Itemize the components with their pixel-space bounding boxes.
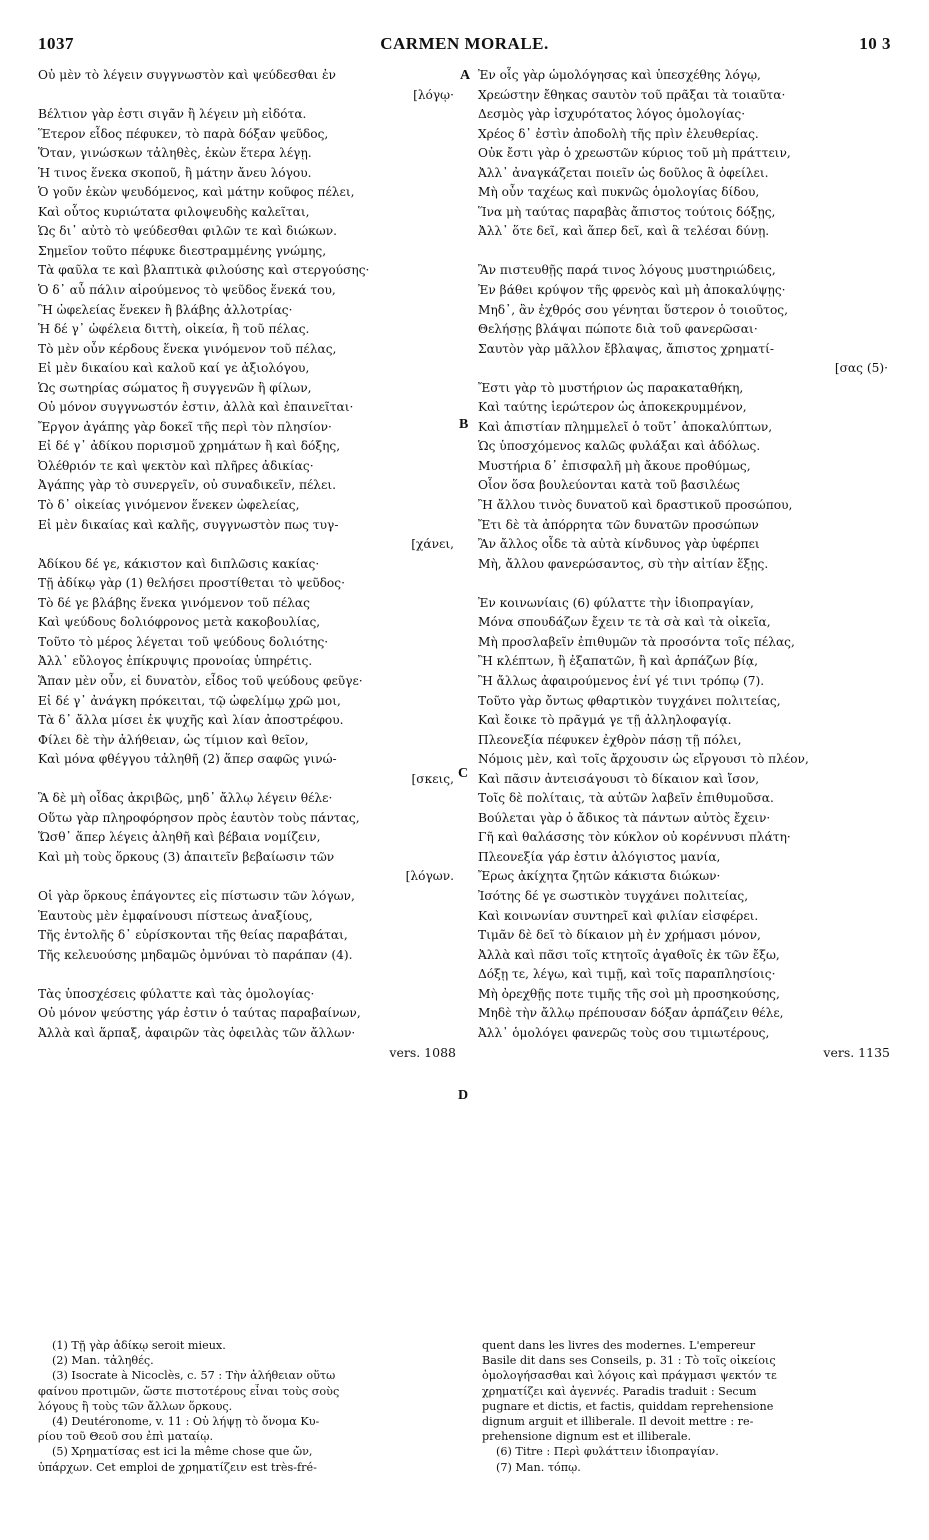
verse-line: Τὸ δ᾽ οἰκείας γινόμενον ἕνεκεν ὠφελείας,: [38, 498, 300, 513]
verse-line: Ἀλλὰ καὶ ἅρπαξ, ἀφαιρῶν τὰς ὀφειλὰς τῶν ἄλλων·: [38, 1025, 356, 1040]
verse-line: Ἢ ὠφελείας ἕνεκεν ἢ βλάβης ἀλλοτρίας·: [38, 302, 293, 317]
footnote-line: (1) Τῇ γὰρ ἀδίκῳ seroit mieux.: [52, 1339, 226, 1352]
verse-line: Ἢ κλέπτων, ἢ ἐξαπατῶν, ἢ καὶ ἁρπάζων βίᾳ,: [478, 654, 758, 669]
footnote-line: (4) Deutéronome, v. 11 : Οὐ λήψῃ τὸ ὄνομα Κυ-: [52, 1415, 320, 1429]
verse-line: Βούλεται γὰρ ὁ ἄδικος τὰ πάντων αὐτὸς ἔχειν·: [478, 810, 771, 825]
verse-line: Καὶ ἔοικε τὸ πρᾶγμά γε τῇ ἀλληλοφαγίᾳ.: [478, 713, 732, 728]
right-text-column: [478, 66, 890, 1062]
verse-line: Φίλει δὲ τὴν ἀλήθειαν, ὡς τίμιον καὶ θεῖον,: [38, 732, 309, 747]
verse-line: Ἀδίκου δέ γε, κάκιστον καὶ διπλῶσις κακίας·: [38, 556, 320, 571]
footnote-line: λόγους ἢ τοὺς τῶν ἄλλων ὅρκους.: [38, 1399, 233, 1413]
verse-line: Θελήσῃς βλάψαι πώποτε διὰ τοῦ φανερῶσαι·: [478, 322, 758, 337]
verse-line: Ὀλέθριόν τε καὶ ψεκτὸν καὶ πλῆρες ἀδικίας·: [38, 458, 314, 473]
footnote-line: quent dans les livres des modernes. L'empereur: [482, 1339, 756, 1352]
verse-count: vers. 1088: [389, 1045, 456, 1061]
verse-line: Οὐ μόνον ψεύστης γάρ ἐστιν ὁ ταύτας παραβαίνων,: [38, 1006, 361, 1021]
verse-line: Ἂν ἄλλος οἶδε τὰ αὐτὰ κίνδυνος γὰρ ὑφέρπει: [478, 537, 760, 552]
footnote-line: χρηματίζει καὶ ἀγεννές. Paradis traduit : Secum: [482, 1384, 757, 1398]
verse-line: Ὡς ὑποσχόμενος καλῶς φυλάξαι καὶ ἀδόλως.: [478, 439, 761, 454]
verse-line: Καὶ ψεύδους δολιόφρονος μετὰ κακοβουλίας,: [38, 615, 321, 630]
verse-line: Ἔρως ἀκίχητα ζητῶν κάκιστα διώκων·: [478, 869, 721, 884]
verse-line: Βέλτιον γὰρ ἐστι σιγᾶν ἢ λέγειν μὴ εἰδότα.: [38, 107, 307, 122]
footnote-line: (3) Isocrate à Nicoclès, c. 57 : Τὴν ἀλήθειαν οὕτω: [52, 1369, 336, 1383]
verse-line: Ἰσότης δέ γε σωστικὸν τυγχάνει πολιτείας,: [478, 888, 749, 903]
margin-marker-a: A: [460, 68, 471, 83]
verse-line: Τὰ φαῦλα τε καὶ βλαπτικὰ φιλούσης καὶ στεργούσης·: [38, 263, 370, 278]
verse-line: Ἡ τινος ἕνεκα σκοποῦ, ἢ μάτην ἄνευ λόγου.: [38, 165, 312, 180]
verse-line: Οὐ μόνον συγγνωστόν ἐστιν, ἀλλὰ καὶ ἐπαινεῖται·: [38, 400, 354, 415]
verse-line: Ὡς σωτηρίας σώματος ἢ συγγενῶν ἢ φίλων,: [38, 380, 312, 395]
verse-line: Καὶ ἀπιστίαν πλημμελεῖ ὁ τοῦτ᾽ ἀποκαλύπτων,: [478, 419, 773, 434]
verse-line: Εἰ μὲν δικαίας καὶ καλῆς, συγγνωστὸν πως τυγ-: [38, 517, 339, 532]
verse-line: Τὰς ὑποσχέσεις φύλαττε καὶ τὰς ὁμολογίας·: [38, 986, 315, 1001]
verse-line: Καὶ μόνα φθέγγου τἀληθῆ (2) ἅπερ σαφῶς γινώ-: [38, 752, 337, 767]
footnote-line: dignum arguit et illiberale. Il devoit mettre : re-: [482, 1415, 754, 1429]
verse-line: Μὴ προσλαβεῖν ἐπιθυμῶν τὰ προσόντα τοῖς πέλας,: [478, 634, 795, 649]
margin-marker-d: D: [458, 1088, 469, 1103]
verse-line: Ἀλλ᾽ εὔλογος ἐπίκρυψις προνοίας ὑπηρέτις.: [38, 654, 313, 669]
margin-marker-b: B: [459, 417, 469, 432]
verse-line: Ἢ ἄλλου τινὸς δυνατοῦ καὶ δραστικοῦ προσώπου,: [478, 498, 793, 513]
page-number: 1037: [38, 34, 74, 53]
verse-line: Ὁ δ᾽ αὖ πάλιν αἱρούμενος τὸ ψεῦδος ἕνεκά του,: [38, 283, 336, 298]
verse-line: Μυστήρια δ᾽ ἐπισφαλῆ μὴ ἄκουε προθύμως,: [478, 458, 751, 473]
verse-line: [σκεις,: [411, 771, 454, 786]
verse-line: Δεσμὸς γὰρ ἰσχυρότατος λόγος ὁμολογίας·: [478, 107, 746, 122]
verse-line: Οἱ γὰρ ὅρκους ἐπάγοντες εἰς πίστωσιν τῶν λόγων,: [38, 888, 355, 903]
verse-line: Ἐν οἷς γὰρ ὡμολόγησας καὶ ὑπεσχέθης λόγῳ,: [478, 68, 761, 82]
verse-line: Ἀλλ᾽ ἀναγκάζεται ποιεῖν ὡς δοῦλος ἃ ὀφείλει.: [478, 165, 769, 180]
verse-line: Σημεῖον τοῦτο πέφυκε διεστραμμένης γνώμης,: [38, 243, 327, 258]
verse-line: Ἃ δὲ μὴ οἶδας ἀκριβῶς, μηδ᾽ ἄλλῳ λέγειν θέλε·: [38, 791, 333, 806]
verse-line: Τὸ δέ γε βλάβης ἕνεκα γινόμενον τοῦ πέλας: [38, 595, 310, 610]
verse-line: Ἢ ἄλλως ἀφαιρούμενος ἐνί γέ τινι τρόπῳ (7).: [478, 673, 765, 688]
verse-line: [λόγῳ·: [413, 87, 454, 102]
footnote-line: ρίου τοῦ Θεοῦ σου ἐπὶ ματαίῳ.: [38, 1430, 214, 1444]
verse-line: Εἰ δέ γ᾽ ἀνάγκη πρόκειται, τῷ ὠφελίμῳ χρῶ μοι,: [38, 693, 341, 708]
footnote-line: Basile dit dans ses Conseils, p. 31 : Τὸ τοῖς οἰκείοις: [482, 1354, 776, 1368]
verse-line: Μὴ, ἄλλου φανερώσαντος, σὺ τὴν αἰτίαν ἕξῃς.: [478, 556, 769, 571]
verse-line: Οὕτω γὰρ πληροφόρησον πρὸς ἑαυτὸν τοὺς πάντας,: [38, 810, 360, 825]
verse-line: Ἐν κοινωνίαις (6) φύλαττε τὴν ἰδιοπραγίαν,: [478, 595, 754, 610]
verse-line: Οὐ μὲν τὸ λέγειν συγγνωστὸν καὶ ψεύδεσθαι ἐν: [38, 68, 336, 82]
verse-line: Ἅπαν μὲν οὖν, εἰ δυνατὸν, εἶδος τοῦ ψεύδους φεῦγε·: [38, 673, 363, 688]
footnote-line: (7) Man. τόπῳ.: [496, 1460, 581, 1474]
footnote-line: (5) Χρηματίσας est ici la même chose que ὤν,: [52, 1445, 313, 1459]
verse-line: Ἡ δέ γ᾽ ὠφέλεια διττὴ, οἰκεία, ἢ τοῦ πέλας.: [38, 322, 310, 337]
footnote-line: (6) Titre : Περὶ φυλάττειν ἰδιοπραγίαν.: [496, 1445, 719, 1459]
verse-line: Ἕτερον εἶδος πέφυκεν, τὸ παρὰ δόξαν ψεῦδος,: [38, 126, 329, 141]
verse-line: Μηδὲ τὴν ἄλλῳ πρέπουσαν δόξαν ἁρπάζειν θέλε,: [478, 1006, 784, 1021]
verse-line: Μὴ ὀρεχθῇς ποτε τιμῆς τῆς σοὶ μὴ προσηκούσης,: [478, 986, 780, 1001]
verse-count: vers. 1135: [823, 1045, 890, 1061]
footnote-line: ὑπάρχων. Cet emploi de χρηματίζειν est très-fré-: [38, 1460, 317, 1474]
running-title: CARMEN MORALE.: [380, 34, 549, 53]
verse-line: Μὴ οὖν ταχέως καὶ πυκνῶς ὁμολογίας δίδου,: [478, 185, 760, 200]
verse-line: Ἔτι δὲ τὰ ἀπόρρητα τῶν δυνατῶν προσώπων: [478, 517, 759, 532]
left-text-column: [38, 66, 456, 1062]
verse-line: Ἂν πιστευθῇς παρά τινος λόγους μυστηριώδεις,: [478, 263, 776, 278]
verse-line: Τῆς κελευούσης μηδαμῶς ὀμνύναι τὸ παράπαν (4).: [38, 947, 353, 962]
verse-line: Ἵνα μὴ ταύτας παραβὰς ἄπιστος τούτοις δόξῃς,: [478, 204, 776, 219]
verse-line: Νόμοις μὲν, καὶ τοῖς ἄρχουσιν ὡς εἴργουσι τὸ πλέον,: [478, 752, 809, 767]
verse-line: Πλεονεξία πέφυκεν ἐχθρὸν πάσῃ τῇ πόλει,: [478, 732, 742, 747]
verse-line: Ἀγάπης γὰρ τὸ συνεργεῖν, οὐ συναδικεῖν, πέλει.: [38, 478, 336, 493]
verse-line: Τοῖς δὲ πολίταις, τὰ αὐτῶν λαβεῖν ἐπιθυμοῦσα.: [478, 791, 774, 806]
verse-line: Ἔστι γὰρ τὸ μυστήριον ὡς παρακαταθήκη,: [478, 380, 744, 395]
footnote-line: ὁμολογήσασθαι καὶ λόγοις καὶ πράγμασι ψεκτόν τε: [482, 1369, 777, 1383]
verse-line: Τῇ ἀδίκῳ γὰρ (1) θελήσει προστίθεται τὸ ψεῦδος·: [38, 576, 345, 591]
stanza-break: [478, 574, 890, 594]
verse-line: Ἑαυτοὺς μὲν ἐμφαίνουσι πίστεως ἀναξίους,: [38, 908, 313, 923]
verse-line: Μόνα σπουδάζων ἔχειν τε τὰ σὰ καὶ τὰ οἰκεῖα,: [478, 615, 771, 630]
verse-line: Τοῦτο γὰρ ὄντως φθαρτικὸν τυγχάνει πολιτείας,: [478, 693, 781, 708]
verse-line: Ἔργον ἀγάπης γὰρ δοκεῖ τῆς περὶ τὸν πλησίον·: [38, 419, 332, 434]
verse-line: Καὶ μὴ τοὺς ὅρκους (3) ἀπαιτεῖν βεβαίωσιν τῶν: [38, 849, 335, 864]
verse-line: Οἷον ὅσα βουλεύονται κατὰ τοῦ βασιλέως: [478, 478, 740, 493]
footnote-line: (2) Man. τἀληθές.: [52, 1354, 154, 1368]
running-header: [0, 34, 929, 58]
verse-line: Καὶ κοινωνίαν συντηρεῖ καὶ φιλίαν εἰσφέρει.: [478, 908, 759, 923]
verse-line: Δόξῃ τε, λέγω, καὶ τιμῇ, καὶ τοῖς παραπλησίοις·: [478, 967, 776, 982]
verse-line: Τὸ μὲν οὖν κέρδους ἕνεκα γινόμενον τοῦ πέλας,: [38, 341, 337, 356]
verse-line: [λόγων.: [405, 869, 454, 884]
stanza-break: [38, 965, 456, 985]
verse-line: Μηδ᾽, ἂν ἐχθρός σου γένηται ὕστερον ὁ τοιοῦτος,: [478, 302, 788, 317]
verse-line: Τὰ δ᾽ ἄλλα μίσει ἐκ ψυχῆς καὶ λίαν ἀποστρέφου.: [38, 713, 344, 728]
verse-line: Ὥσθ᾽ ἅπερ λέγεις ἀληθῆ καὶ βέβαια νομίζειν,: [38, 830, 321, 845]
verse-line: Τῆς ἐντολῆς δ᾽ εὑρίσκονται τῆς θείας παραβάται,: [38, 928, 348, 943]
verse-line: Ὁ γοῦν ἑκὼν ψευδόμενος, καὶ μάτην κοῦφος πέλει,: [38, 185, 355, 200]
verse-line: Σαυτὸν γὰρ μᾶλλον ἔβλαψας, ἄπιστος χρηματί-: [478, 341, 775, 356]
footnote-line: φαίνου προτιμῶν, ὥστε πιστοτέρους εἶναι τοὺς σοὺς: [38, 1384, 340, 1398]
verse-line: [χάνει,: [411, 537, 454, 552]
verse-line: Πλεονεξία γάρ ἐστιν ἀλόγιστος μανία,: [478, 849, 721, 864]
verse-line: Εἰ μὲν δικαίου καὶ καλοῦ καί γε ἀξιολόγου,: [38, 361, 310, 376]
verse-line: Καὶ πᾶσιν ἀντεισάγουσι τὸ δίκαιον καὶ ἴσον,: [478, 771, 760, 786]
verse-line: Τοῦτο τὸ μέρος λέγεται τοῦ ψεύδους δολιότης·: [38, 634, 329, 649]
verse-line: Καὶ οὗτος κυριώτατα φιλοψευδὴς καλεῖται,: [38, 204, 310, 219]
margin-marker-c: C: [458, 766, 469, 781]
verse-line: Ἐν βάθει κρύψον τῆς φρενὸς καὶ μὴ ἀποκαλύψῃς·: [478, 283, 786, 298]
verse-line: Ἀλλ᾽ ὅτε δεῖ, καὶ ἅπερ δεῖ, καὶ ἃ τελέσαι δύνῃ.: [478, 224, 770, 239]
footnote-line: pugnare et dictis, et factis, quiddam reprehensione: [482, 1399, 774, 1413]
verse-line: [σας (5)·: [834, 361, 888, 376]
footnote-line: prehensione dignum est et illiberale.: [482, 1430, 692, 1444]
verse-line: Χρέος δ᾽ ἐστὶν ἀποδολὴ τῆς πρὶν ἐλευθερίας.: [478, 126, 759, 141]
footnotes-right: [482, 1338, 892, 1475]
verse-line: Εἰ δέ γ᾽ ἀδίκου πορισμοῦ χρημάτων ἢ καὶ δόξης,: [38, 439, 341, 454]
stanza-break: [478, 242, 890, 262]
verse-line: Γῆ καὶ θαλάσσης τὸν κύκλον οὐ κορέννυσι πλάτη·: [478, 830, 791, 845]
verse-line: Οὐκ ἔστι γὰρ ὁ χρεωστῶν κύριος τοῦ μὴ πράττειν,: [478, 146, 791, 161]
verse-line: Τιμᾶν δὲ δεῖ τὸ δίκαιον μὴ ἐν χρήμασι μόνον,: [478, 928, 761, 943]
verse-line: Ὅταν, γινώσκων τἀληθὲς, ἑκὼν ἕτερα λέγῃ.: [38, 146, 312, 161]
verse-line: Ἀλλ᾽ ὁμολόγει φανερῶς τοὺς σου τιμιωτέρους,: [478, 1025, 770, 1040]
footnotes-left: [38, 1338, 456, 1475]
verse-line: Χρεώστην ἔθηκας σαυτὸν τοῦ πρᾶξαι τὰ τοιαῦτα·: [478, 87, 786, 102]
verse-line: Ὡς δι᾽ αὐτὸ τὸ ψεύδεσθαι φιλῶν τε καὶ διώκων.: [38, 224, 337, 239]
verse-line: Ἀλλὰ καὶ πᾶσι τοῖς κτητοῖς ἀγαθοῖς ἐκ τῶν ἔξω,: [478, 947, 780, 962]
column-number: 10 3: [859, 34, 891, 53]
verse-line: Καὶ ταύτης ἱερώτερον ὡς ἀποκεκρυμμένον,: [478, 400, 747, 415]
